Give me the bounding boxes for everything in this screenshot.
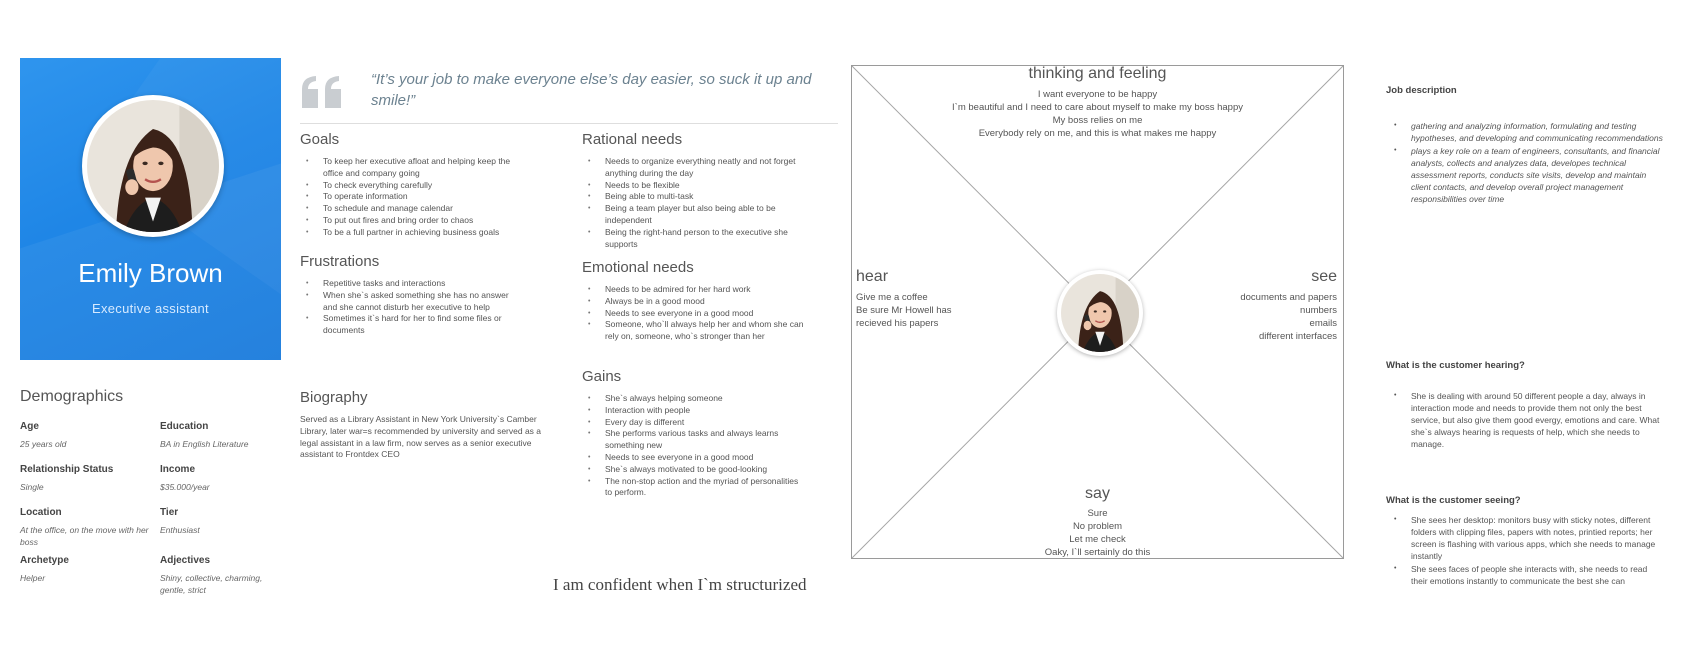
- job-description-list: [1386, 120, 1666, 206]
- list-item: • Needs to organize everything neatly and not forget anything during the day: [582, 156, 807, 180]
- list-item: • She sees faces of people she interacts with, she needs to read their emotions instantly to communicate the best she can: [1386, 563, 1666, 587]
- quadrant-line: documents and papers: [1240, 292, 1337, 303]
- emotional-needs-list: [582, 284, 807, 343]
- list-item: • When she`s asked something she has no answer and she cannot disturb her executive to help: [300, 290, 520, 314]
- list-item: • Needs to see everyone in a good mood: [582, 308, 807, 320]
- list-item: • She performs various tasks and always learns something new: [582, 428, 807, 452]
- customer-seeing-list: [1386, 514, 1666, 588]
- demo-age: [20, 421, 150, 450]
- demo-income: [160, 464, 290, 493]
- quote-icon: [300, 75, 344, 109]
- biography-text: Served as a Library Assistant in New York University`s Camber Library, later war=s recommended by university and served as a legal assistant in a law firm, now serves as a senior executive assistant to Frontdex CEO: [300, 414, 542, 460]
- emotional-needs-title: Emotional needs: [582, 259, 694, 276]
- quadrant-line: Give me a coffee: [856, 292, 928, 303]
- list-item: • To put out fires and bring order to chaos: [300, 215, 520, 227]
- say-title: say: [1085, 485, 1110, 502]
- quadrant-line: different interfaces: [1259, 331, 1337, 342]
- hear-lines: [856, 291, 996, 330]
- quadrant-line: numbers: [1300, 305, 1337, 316]
- hear-title: hear: [856, 268, 889, 285]
- quadrant-line: My boss relies on me: [1052, 115, 1143, 126]
- demo-relationship: [20, 464, 150, 493]
- list-item: • gathering and analyzing information, formulating and testing hypotheses, and developing and communicating recommendations: [1386, 120, 1666, 144]
- persona-name: Emily Brown: [78, 258, 223, 288]
- quadrant-line: Sure: [1087, 508, 1108, 519]
- quadrant-line: Everybody rely on me, and this is what makes me happy: [978, 128, 1217, 139]
- demo-label: Location: [20, 507, 62, 518]
- demo-label: Adjectives: [160, 555, 211, 566]
- list-item: • To check everything carefully: [300, 180, 520, 192]
- demographics-title: Demographics: [20, 388, 124, 405]
- demo-value: Enthusiast: [160, 525, 200, 535]
- demo-value: 25 years old: [20, 439, 67, 449]
- list-item: • To keep her executive afloat and helping keep the office and company going: [300, 156, 520, 180]
- goals-title: Goals: [300, 131, 340, 148]
- demo-value: Shiny, collective, charming, gentle, strict: [160, 573, 263, 595]
- list-item: • Interaction with people: [582, 405, 807, 417]
- list-item: • Always be in a good mood: [582, 296, 807, 308]
- list-item: • Being a team player but also being able to be independent: [582, 203, 807, 227]
- frustrations-list: [300, 278, 520, 337]
- demo-value: Single: [20, 482, 44, 492]
- say-lines: [852, 507, 1343, 559]
- list-item: • Being able to multi-task: [582, 191, 807, 203]
- goals-list: [300, 156, 520, 239]
- list-item: • She`s always motivated to be good-looking: [582, 464, 807, 476]
- demo-adjectives: [160, 555, 275, 596]
- list-item: • She`s always helping someone: [582, 393, 807, 405]
- demo-label: Income: [160, 464, 196, 475]
- quadrant-line: No problem: [1072, 521, 1123, 532]
- demo-tier: [160, 507, 290, 536]
- profile-card: [20, 58, 281, 360]
- gains-list: [582, 393, 807, 499]
- frustrations-title: Frustrations: [300, 253, 380, 270]
- list-item: • She sees her desktop: monitors busy with sticky notes, different folders with clipping files, papers with notes, printied reports; her screen is flashing with various apps, which she needs to manage instantly: [1386, 514, 1666, 562]
- rational-needs-title: Rational needs: [582, 131, 683, 148]
- empathy-map: [851, 65, 1344, 559]
- demo-value: $35.000/year: [160, 482, 210, 492]
- list-item: • The non-stop action and the myriad of personalities to perform.: [582, 476, 807, 500]
- list-item: • Needs to see everyone in a good mood: [582, 452, 807, 464]
- customer-hearing-list: [1386, 390, 1666, 451]
- biography-title: Biography: [300, 389, 368, 406]
- list-item: • plays a key role on a team of engineers, consultants, and financial analysts, collects and analyzes data, developes technical assessment reports, conducts site visits, develop and maintain client contacts, and develop overall project management responsibilities over time: [1386, 145, 1666, 205]
- customer-seeing-title: What is the customer seeing?: [1386, 495, 1521, 506]
- quadrant-line: I`m beautiful and I need to care about myself to make my boss happy: [952, 102, 1243, 113]
- list-item: • Needs to be admired for her hard work: [582, 284, 807, 296]
- portrait-image: [87, 100, 219, 232]
- list-item: • She is dealing with around 50 different people a day, always in interaction mode and needs to provide them not only the best service, but also give them good evergy, emotions and care. What she`s always hearing is requests of help, which she needs to manage.: [1386, 390, 1666, 450]
- demo-label: Education: [160, 421, 209, 432]
- list-item: • Someone, who`ll always help her and whom she can rely on, someone, who`s stronger than her: [582, 319, 807, 343]
- persona-role: Executive assistant: [92, 301, 209, 316]
- list-item: • To be a full partner in achieving business goals: [300, 227, 520, 239]
- list-item: • To operate information: [300, 191, 520, 203]
- customer-hearing-title: What is the customer hearing?: [1386, 360, 1525, 371]
- quadrant-line: Oaky, I`ll sertainly do this: [1044, 547, 1151, 558]
- see-title: see: [1311, 268, 1337, 285]
- demo-label: Age: [20, 421, 39, 432]
- quadrant-line: recieved his papers: [856, 318, 939, 329]
- portrait-image: [1061, 274, 1139, 352]
- quadrant-line: Let me check: [1069, 534, 1126, 545]
- divider: [300, 123, 838, 124]
- quadrant-line: Be sure Mr Howell has: [856, 305, 952, 316]
- demo-location: [20, 507, 150, 548]
- thinking-feeling-title: thinking and feeling: [1028, 65, 1167, 82]
- gains-title: Gains: [582, 368, 622, 385]
- demo-label: Relationship Status: [20, 464, 114, 475]
- list-item: • Being the right-hand person to the executive she supports: [582, 227, 807, 251]
- avatar: [82, 95, 224, 237]
- demo-label: Archetype: [20, 555, 69, 566]
- quadrant-line: I want everyone to be happy: [1037, 89, 1158, 100]
- demo-value: Helper: [20, 573, 46, 583]
- avatar: [1057, 270, 1143, 356]
- persona-quote: “It’s your job to make everyone else’s day easier, so suck it up and smile!”: [371, 71, 812, 109]
- demo-education: [160, 421, 290, 450]
- list-item: • To schedule and manage calendar: [300, 203, 520, 215]
- list-item: • Needs to be flexible: [582, 180, 807, 192]
- see-lines: [1187, 291, 1337, 343]
- list-item: • Every day is different: [582, 417, 807, 429]
- demo-archetype: [20, 555, 150, 584]
- list-item: • Repetitive tasks and interactions: [300, 278, 520, 290]
- rational-needs-list: [582, 156, 807, 250]
- list-item: • Sometimes it`s hard for her to find some files or documents: [300, 313, 520, 337]
- demo-value: BA in English Literature: [160, 439, 249, 449]
- job-description-title: Job description: [1386, 85, 1457, 96]
- thinking-feeling-lines: [852, 88, 1343, 140]
- quadrant-line: emails: [1309, 318, 1337, 329]
- demo-value: At the office, on the move with her boss: [20, 525, 149, 547]
- demo-label: Tier: [160, 507, 179, 518]
- persona-tagline: I am confident when I`m structurized: [553, 575, 807, 594]
